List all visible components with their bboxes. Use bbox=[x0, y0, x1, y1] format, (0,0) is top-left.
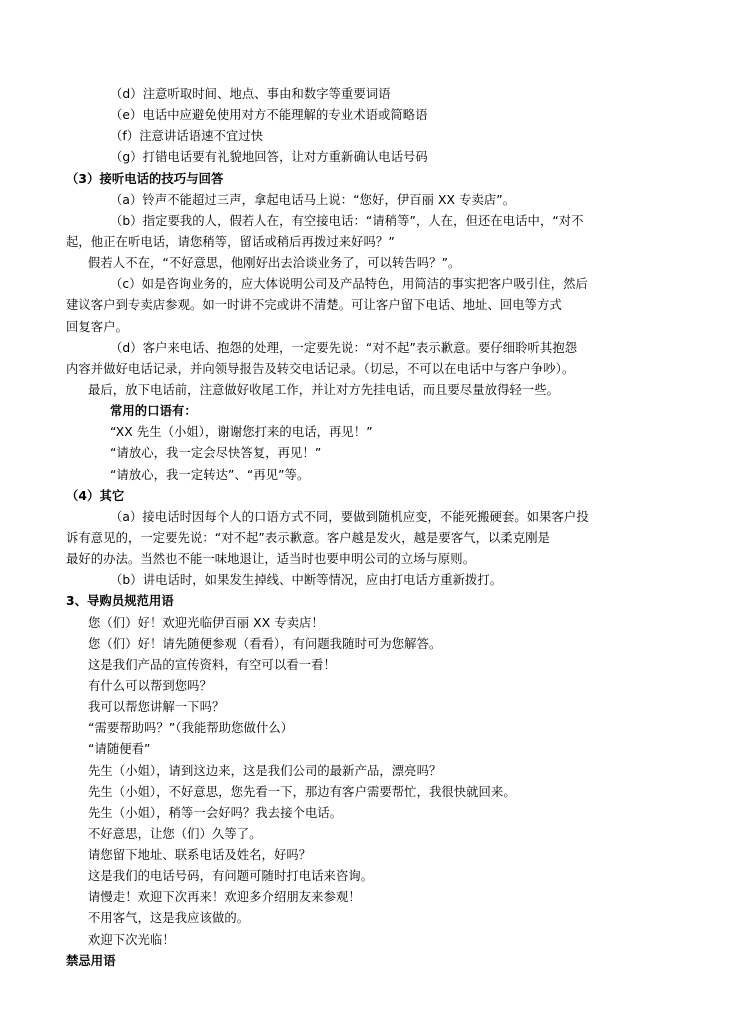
text-line: 欢迎下次光临！ bbox=[88, 932, 175, 947]
text-line: 最好的办法。当然也不能一味地退让，适当时也要申明公司的立场与原则。 bbox=[66, 552, 476, 567]
text-line: 有什么可以帮到您吗？ bbox=[88, 678, 212, 693]
text-line: （c）如是咨询业务的，应大体说明公司及产品特色，用简洁的事实把客户吸引住，然后 bbox=[110, 277, 588, 292]
text-line: “请随便看” bbox=[88, 742, 151, 757]
text-line: （g）打错电话要有礼貌地回答，让对方重新确认电话号码 bbox=[110, 150, 428, 165]
text-line: （d）客户来电话、抱怨的处理，一定要先说：“对不起”表示歉意。要仔细聆听其抱怨 bbox=[110, 340, 578, 355]
text-line: 起，他正在听电话，请您稍等，留话或稍后再拨过来好吗？” bbox=[66, 234, 395, 249]
text-line: “需要帮助吗？”（我能帮助您做什么） bbox=[88, 721, 294, 736]
text-line: 建议客户到专卖店参观。如一时讲不完或讲不清楚。可让客户留下电话、地址、回电等方式 bbox=[66, 298, 562, 313]
text-line: （b）讲电话时，如果发生掉线、中断等情况，应由打电话方重新拨打。 bbox=[110, 573, 503, 588]
text-line: （a）铃声不能超过三声，拿起电话马上说：“您好，伊百丽 XX 专卖店”。 bbox=[110, 192, 516, 207]
text-line: “请放心，我一定转达”、“再见”等。 bbox=[110, 467, 310, 482]
text-line: 先生（小姐），请到这边来，这是我们公司的最新产品，漂亮吗？ bbox=[88, 763, 442, 778]
text-line: 内容并做好电话记录，并向领导报告及转交电话记录。（切忌，不可以在电话中与客户争吵）。 bbox=[66, 361, 575, 376]
text-line: （b）指定要我的人，假若人在，有空接电话：“请稍等”，人在，但还在电话中，“对不 bbox=[110, 213, 584, 228]
text-line: 我可以帮您讲解一下吗？ bbox=[88, 700, 225, 715]
text-line: “XX 先生（小姐），谢谢您打来的电话，再见！” bbox=[110, 425, 373, 440]
text-line: （d）注意听取时间、地点、事由和数字等重要词语 bbox=[110, 87, 391, 101]
document-body bbox=[66, 84, 680, 972]
text-line: 诉有意见的，一定要先说：“对不起”表示歉意。客户越是发火，越是要客气，以柔克刚是 bbox=[66, 530, 551, 545]
text-line: 先生（小姐），稍等一会好吗？我去接个电话。 bbox=[88, 805, 343, 820]
text-line: 您（们）好！欢迎光临伊百丽 XX 专卖店！ bbox=[88, 615, 324, 630]
text-line: （f）注意讲话语速不宜过快 bbox=[110, 129, 264, 144]
text-line: “请放心，我一定会尽快答复，再见！” bbox=[110, 446, 322, 461]
text-line: （e）电话中应避免使用对方不能理解的专业术语或简略语 bbox=[110, 108, 428, 123]
text-line: 这是我们产品的宣传资料，有空可以看一看！ bbox=[88, 657, 336, 672]
section-heading: 常用的口语有： bbox=[110, 404, 197, 419]
section-heading: （4）其它 bbox=[66, 488, 125, 503]
text-line: 请您留下地址、联系电话及姓名，好吗？ bbox=[88, 848, 312, 863]
text-line: 最后，放下电话前，注意做好收尾工作，并让对方先挂电话，而且要尽量放得轻一些。 bbox=[88, 382, 560, 397]
text-line: （a）接电话时因每个人的口语方式不同，要做到随机应变，不能死搬硬套。如果客户投 bbox=[110, 509, 589, 524]
text-line: 这是我们的电话号码，有问题可随时打电话来咨询。 bbox=[88, 869, 374, 884]
text-line: 先生（小姐），不好意思，您先看一下，那边有客户需要帮忙，我很快就回来。 bbox=[88, 784, 516, 799]
text-line: 您（们）好！请先随便参观（看看），有问题我随时可为您解答。 bbox=[88, 636, 442, 651]
text-line: 不用客气，这是我应该做的。 bbox=[88, 911, 250, 926]
text-line: 假若人不在，“不好意思，他刚好出去洽谈业务了，可以转告吗？”。 bbox=[88, 256, 461, 271]
text-line: 不好意思，让您（们）久等了。 bbox=[88, 826, 262, 841]
text-line: 请慢走！欢迎下次再来！欢迎多介绍朋友来参观！ bbox=[88, 890, 361, 905]
section-heading: 3、导购员规范用语 bbox=[66, 594, 174, 609]
section-heading: 禁忌用语 bbox=[66, 953, 116, 968]
text-line: 回复客户。 bbox=[66, 319, 128, 334]
section-heading: （3）接听电话的技巧与回答 bbox=[66, 171, 224, 186]
